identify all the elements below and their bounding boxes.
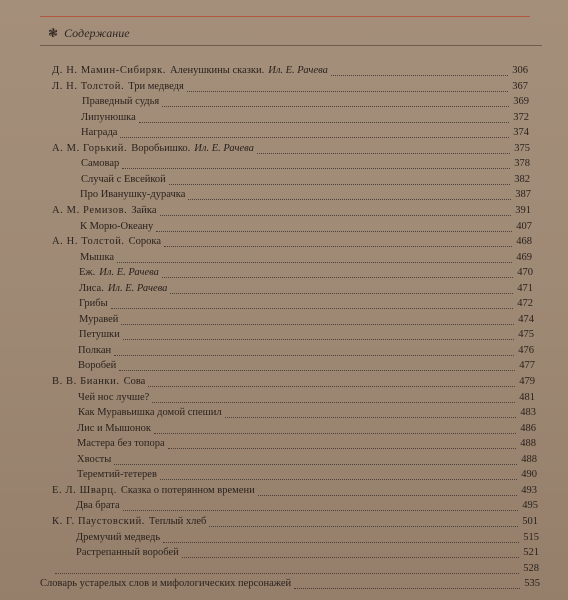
toc-entry xyxy=(0,111,568,125)
toc-entry-text xyxy=(81,126,117,140)
toc-entry-author: К. Г. Паустовский. xyxy=(52,516,146,527)
dot-leader xyxy=(294,588,520,589)
toc-entry xyxy=(0,204,568,218)
toc-entry xyxy=(0,422,568,436)
toc-page-number: 490 xyxy=(521,469,537,480)
section-header xyxy=(48,26,130,41)
dot-leader xyxy=(111,308,513,309)
dot-leader xyxy=(117,262,512,263)
toc-entry-text xyxy=(52,80,184,94)
toc-entry-title: Воробьишко. xyxy=(131,143,191,154)
toc-page-number: 515 xyxy=(523,532,539,543)
toc-entry-text xyxy=(52,64,328,78)
toc-entry-text xyxy=(78,344,111,358)
toc-entry xyxy=(0,577,568,591)
toc-entry-text xyxy=(77,437,165,451)
toc-entry xyxy=(0,313,568,327)
toc-entry-text xyxy=(81,157,119,171)
toc-page-number: 483 xyxy=(520,407,536,418)
dot-leader xyxy=(170,293,513,294)
toc-entry-title: Случай с Евсейкой xyxy=(81,174,166,185)
toc-entry-illustrator: Ил. Е. Рачева xyxy=(99,267,159,278)
toc-entry xyxy=(0,437,568,451)
toc-entry xyxy=(0,142,568,156)
dot-leader xyxy=(168,448,516,449)
dot-leader xyxy=(182,557,519,558)
toc-entry-text xyxy=(76,499,120,513)
dot-leader xyxy=(187,91,508,92)
toc-page-number: 535 xyxy=(524,578,540,589)
toc-entry-author: Е. Л. Шварц. xyxy=(52,485,117,496)
toc-entry xyxy=(0,235,568,249)
toc-entry-title: Словарь устарелых слов и мифологических персонажей xyxy=(40,578,292,589)
toc-entry-title: Самовар xyxy=(81,158,120,169)
toc-entry-text xyxy=(40,577,291,591)
dot-leader xyxy=(156,231,512,232)
toc-entry xyxy=(0,453,568,467)
toc-entry-title: Воробей xyxy=(78,360,117,371)
toc-page-number: 476 xyxy=(518,345,534,356)
toc-entry-text xyxy=(80,188,185,202)
header-rule xyxy=(40,16,530,17)
toc-page-number: 488 xyxy=(521,454,537,465)
toc-entry-title: Лиса. xyxy=(79,283,104,294)
toc-page-number: 369 xyxy=(513,96,529,107)
dot-leader xyxy=(162,277,513,278)
dot-leader xyxy=(164,246,512,247)
toc-entry-text xyxy=(76,531,160,545)
toc-entry-title: Грибы xyxy=(79,298,108,309)
toc-page-number: 472 xyxy=(517,298,533,309)
dot-leader xyxy=(160,215,511,216)
toc-entry-title: Петушки xyxy=(79,329,120,340)
toc-entry-text xyxy=(79,313,118,327)
dot-leader xyxy=(331,75,508,76)
toc-entry-title: Липунюшка xyxy=(81,112,136,123)
toc-entry xyxy=(0,251,568,265)
toc-page-number: 479 xyxy=(519,376,535,387)
toc-entry-text xyxy=(52,375,145,389)
dot-leader xyxy=(148,386,515,387)
toc-page-number: 521 xyxy=(523,547,539,558)
toc-entry-author: А. Н. Толстой. xyxy=(52,236,125,247)
dot-leader xyxy=(123,510,518,511)
toc-page-number: 382 xyxy=(514,174,530,185)
toc-entry-title: Награда xyxy=(81,127,118,138)
toc-entry-author: В. В. Бианки. xyxy=(52,376,120,387)
toc-page-number: 306 xyxy=(512,65,528,76)
toc-entry-title: Два брата xyxy=(76,500,120,511)
dot-leader xyxy=(209,526,518,527)
toc-entry-title: Сказка о потерянном времени xyxy=(120,485,255,496)
toc-entry-text xyxy=(76,546,179,560)
toc-entry-text xyxy=(79,282,167,296)
toc-entry xyxy=(0,531,568,545)
dot-leader xyxy=(121,324,514,325)
dot-leader xyxy=(188,199,511,200)
toc-entry-title: Лис и Мышонок xyxy=(77,423,151,434)
toc-entry-illustrator: Ил. Е. Рачева xyxy=(194,143,254,154)
toc-page-number: 378 xyxy=(514,158,530,169)
toc-entry-title: Сорока xyxy=(128,236,162,247)
toc-page-number: 375 xyxy=(514,143,530,154)
header-divider xyxy=(40,45,542,46)
toc-page-number: 470 xyxy=(517,267,533,278)
toc-entry-title: Мастера без топора xyxy=(77,438,165,449)
toc-entry-title: Чей нос лучше? xyxy=(78,392,150,403)
dot-leader xyxy=(258,495,517,496)
toc-entry-text xyxy=(80,251,114,265)
toc-entry-text xyxy=(80,220,153,234)
toc-entry-illustrator: Ил. Е. Рачева xyxy=(268,65,328,76)
toc-entry-title: Растрепанный воробей xyxy=(76,547,179,558)
toc-entry xyxy=(0,188,568,202)
dot-leader xyxy=(163,542,519,543)
toc-entry-title: Мышка xyxy=(80,252,115,263)
dot-leader xyxy=(114,464,517,465)
toc-page-number: 477 xyxy=(519,360,535,371)
toc-entry-text xyxy=(82,95,159,109)
dot-leader xyxy=(119,370,515,371)
dot-leader xyxy=(160,479,517,480)
toc-entry-text xyxy=(52,142,254,156)
dot-leader xyxy=(120,137,509,138)
toc-entry-title: Зайка xyxy=(131,205,157,216)
toc-entry xyxy=(0,80,568,94)
toc-entry xyxy=(0,406,568,420)
toc-entry xyxy=(0,344,568,358)
toc-page-number: 501 xyxy=(522,516,538,527)
toc-entry xyxy=(0,375,568,389)
dot-leader xyxy=(169,184,510,185)
toc-entry-text xyxy=(79,328,120,342)
toc-entry xyxy=(0,297,568,311)
toc-page-number: 488 xyxy=(520,438,536,449)
toc-entry xyxy=(0,546,568,560)
toc-entry xyxy=(0,157,568,171)
toc-entry xyxy=(0,328,568,342)
toc-page-number: 475 xyxy=(518,329,534,340)
toc-entry-title: Муравей xyxy=(79,314,119,325)
toc-entry-author: Д. Н. Мамин-Сибиряк. xyxy=(52,65,167,76)
toc-page-number: 493 xyxy=(521,485,537,496)
toc-page-number: 486 xyxy=(520,423,536,434)
toc-entry xyxy=(0,64,568,78)
toc-page-number: 474 xyxy=(518,314,534,325)
toc-entry-text xyxy=(52,515,206,529)
dot-leader xyxy=(139,122,509,123)
dot-leader xyxy=(162,106,509,107)
toc-entry-author: Л. Н. Толстой. xyxy=(52,81,125,92)
toc-entry-title: Праведный судья xyxy=(82,96,160,107)
toc-entry-title: Теплый хлеб xyxy=(149,516,207,527)
toc-entry xyxy=(0,515,568,529)
dot-leader xyxy=(114,355,514,356)
toc-entry xyxy=(0,173,568,187)
toc-entry-illustrator: Ил. Е. Рачева xyxy=(107,283,168,294)
toc-entry-text xyxy=(81,173,166,187)
toc-entry xyxy=(0,359,568,373)
toc-page-number: 528 xyxy=(523,563,539,574)
toc-entry-title: Сова xyxy=(123,376,146,387)
toc-page-number: 469 xyxy=(516,252,532,263)
toc-entry-text xyxy=(78,359,116,373)
section-title: Содержание xyxy=(64,26,130,40)
toc-entry xyxy=(0,282,568,296)
toc-entry-text xyxy=(77,453,111,467)
dot-leader xyxy=(225,417,516,418)
toc-entry-title: Теремтий-тетерев xyxy=(77,469,157,480)
toc-entry xyxy=(0,562,568,576)
toc-entry-text xyxy=(79,297,108,311)
dot-leader xyxy=(122,168,510,169)
toc-entry-text xyxy=(78,391,149,405)
toc-entry-title: Как Муравьишка домой спешил xyxy=(78,407,222,418)
toc-entry-text xyxy=(52,235,161,249)
toc-entry-author: А. М. Ремизов. xyxy=(52,205,128,216)
toc-page-number: 481 xyxy=(519,392,535,403)
dot-leader xyxy=(257,153,510,154)
toc-entry-text xyxy=(79,266,159,280)
toc-entry-text xyxy=(78,406,222,420)
toc-entry-text xyxy=(52,204,157,218)
toc-entry-author: А. М. Горький. xyxy=(52,143,128,154)
dot-leader xyxy=(154,433,516,434)
toc-page-number: 387 xyxy=(515,189,531,200)
toc-page-number: 471 xyxy=(517,283,533,294)
toc-entry xyxy=(0,499,568,513)
toc-entry-text xyxy=(52,484,255,498)
toc-entry xyxy=(0,468,568,482)
dot-leader xyxy=(152,402,515,403)
flower-ornament-icon: ❃ xyxy=(48,26,59,40)
toc-entry-title: Дремучий медведь xyxy=(76,532,161,543)
toc-entry xyxy=(0,266,568,280)
toc-page-number: 407 xyxy=(516,221,532,232)
toc-entry-title: Три медведя xyxy=(128,81,184,92)
toc-entry xyxy=(0,126,568,140)
toc-page-number: 374 xyxy=(513,127,529,138)
toc-entry xyxy=(0,391,568,405)
toc-entry-title: Про Иванушку-дурачка xyxy=(80,189,186,200)
toc-entry xyxy=(0,220,568,234)
toc-entry-title: К Морю-Океану xyxy=(80,221,154,232)
toc-page-number: 391 xyxy=(515,205,531,216)
toc-page-number: 367 xyxy=(512,81,528,92)
toc-entry-title: Аленушкины сказки. xyxy=(170,65,265,76)
toc-entry xyxy=(0,484,568,498)
toc-page-number: 468 xyxy=(516,236,532,247)
toc-entry-text xyxy=(77,468,157,482)
dot-leader xyxy=(123,339,514,340)
toc-entry-title: Хвосты xyxy=(77,454,112,465)
toc-page-number: 495 xyxy=(522,500,538,511)
toc-page-number: 372 xyxy=(513,112,529,123)
toc-entry-text xyxy=(81,111,136,125)
toc-entry xyxy=(0,95,568,109)
toc-entry-title: Полкан xyxy=(78,345,112,356)
toc-entry-text xyxy=(77,422,151,436)
toc-entry-title: Еж. xyxy=(79,267,96,278)
dot-leader xyxy=(55,573,519,574)
